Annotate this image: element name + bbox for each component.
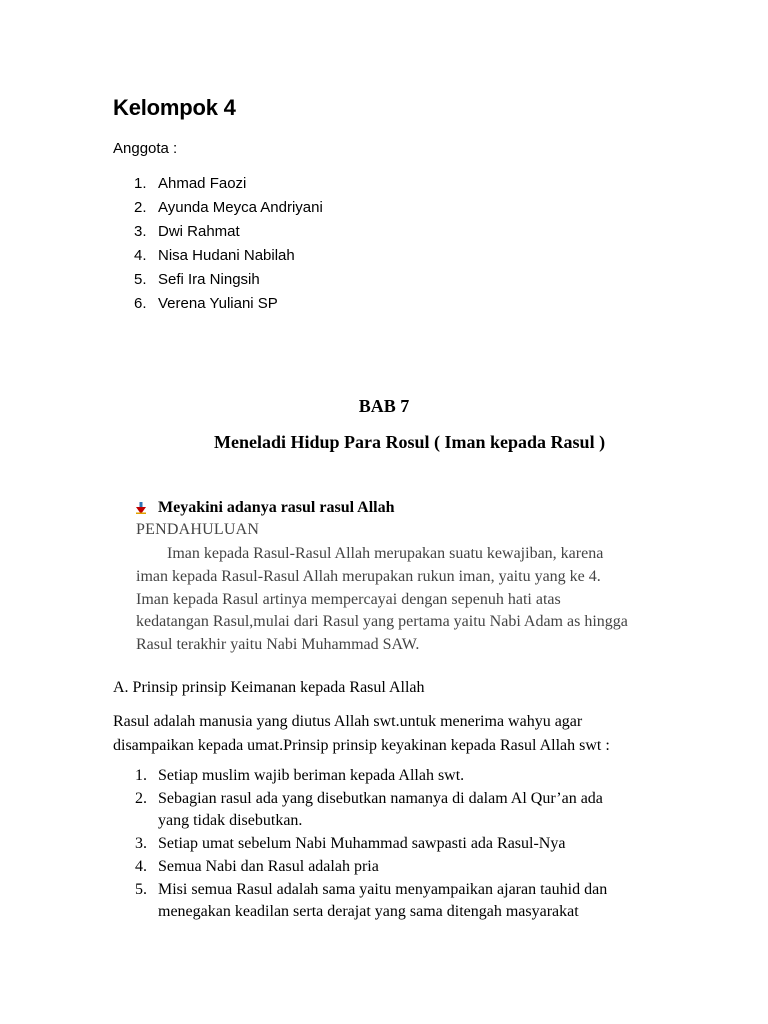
- member-name: Verena Yuliani SP: [158, 295, 278, 312]
- principle-number: 2.: [135, 790, 147, 807]
- member-number: 2.: [134, 199, 147, 216]
- principle-text: [158, 879, 607, 923]
- intro-paragraph-line: kedatangan Rasul,mulai dari Rasul yang pertama yaitu Nabi Adam as hingga: [136, 613, 628, 631]
- intro-heading: PENDAHULUAN: [136, 521, 260, 538]
- member-item: [113, 246, 323, 270]
- principle-text-line: yang tidak disebutkan.: [158, 812, 303, 829]
- principle-number: 5.: [135, 881, 147, 898]
- chapter-title: BAB 7: [358, 396, 410, 416]
- principle-item: [113, 879, 607, 923]
- intro-paragraph-line: iman kepada Rasul-Rasul Allah merupakan rukun iman, yaitu yang ke 4.: [136, 567, 601, 585]
- principle-text: [158, 788, 603, 832]
- intro-paragraph-line: Rasul terakhir yaitu Nabi Muhammad SAW.: [136, 636, 420, 654]
- principle-item: [113, 833, 607, 855]
- principle-text-line: Semua Nabi dan Rasul adalah pria: [158, 858, 379, 875]
- section-a-paragraph-line: Rasul adalah manusia yang diutus Allah swt.untuk menerima wahyu agar: [113, 713, 583, 730]
- member-number: 1.: [134, 175, 147, 192]
- principles-list: [113, 765, 607, 924]
- principle-text: [158, 833, 565, 855]
- member-name: Dwi Rahmat: [158, 223, 240, 240]
- intro-bullet: [136, 499, 395, 517]
- members-label: Anggota :: [113, 140, 178, 157]
- intro-paragraph-line: Iman kepada Rasul-Rasul Allah merupakan suatu kewajiban, karena: [167, 545, 604, 562]
- intro-bullet-text: Meyakini adanya rasul rasul Allah: [158, 499, 395, 516]
- member-name: Ahmad Faozi: [158, 175, 247, 192]
- arrow-down-icon: [136, 502, 146, 514]
- member-item: [113, 198, 323, 222]
- section-a-paragraph-line: disampaikan kepada umat.Prinsip prinsip keyakinan kepada Rasul Allah swt :: [113, 737, 610, 754]
- member-number: 6.: [134, 295, 147, 312]
- principle-text: [158, 765, 464, 787]
- member-item: [113, 174, 323, 198]
- member-number: 3.: [134, 223, 147, 240]
- member-item: [113, 222, 323, 246]
- principle-item: [113, 765, 607, 787]
- principle-text-line: Misi semua Rasul adalah sama yaitu menyampaikan ajaran tauhid dan: [158, 881, 608, 898]
- member-name: Nisa Hudani Nabilah: [158, 247, 295, 264]
- chapter-subtitle: Meneladi Hidup Para Rosul ( Iman kepada Rasul ): [214, 432, 606, 452]
- principle-text-line: menegakan keadilan serta derajat yang sama ditengah masyarakat: [158, 903, 579, 920]
- principle-number: 1.: [135, 767, 147, 784]
- member-item: [113, 294, 323, 318]
- principle-text: [158, 856, 379, 878]
- principle-item: [113, 788, 607, 832]
- principle-text-line: Setiap umat sebelum Nabi Muhammad sawpasti ada Rasul-Nya: [158, 835, 566, 852]
- member-name: Sefi Ira Ningsih: [158, 271, 260, 288]
- section-a-heading: A. Prinsip prinsip Keimanan kepada Rasul Allah: [113, 679, 425, 696]
- group-title: Kelompok 4: [113, 95, 236, 120]
- principle-item: [113, 856, 607, 878]
- intro-paragraph-line: Iman kepada Rasul artinya mempercayai dengan sepenuh hati atas: [136, 590, 561, 608]
- principle-number: 4.: [135, 858, 147, 875]
- member-number: 5.: [134, 271, 147, 288]
- member-number: 4.: [134, 247, 147, 264]
- principle-number: 3.: [135, 835, 147, 852]
- principle-text-line: Setiap muslim wajib beriman kepada Allah swt.: [158, 767, 465, 784]
- section-a-paragraph: [113, 710, 610, 758]
- principle-text-line: Sebagian rasul ada yang disebutkan namanya di dalam Al Qur’an ada: [158, 790, 603, 807]
- member-item: [113, 270, 323, 294]
- member-name: Ayunda Meyca Andriyani: [158, 199, 323, 216]
- members-list: [113, 174, 323, 318]
- intro-paragraph: [136, 543, 696, 657]
